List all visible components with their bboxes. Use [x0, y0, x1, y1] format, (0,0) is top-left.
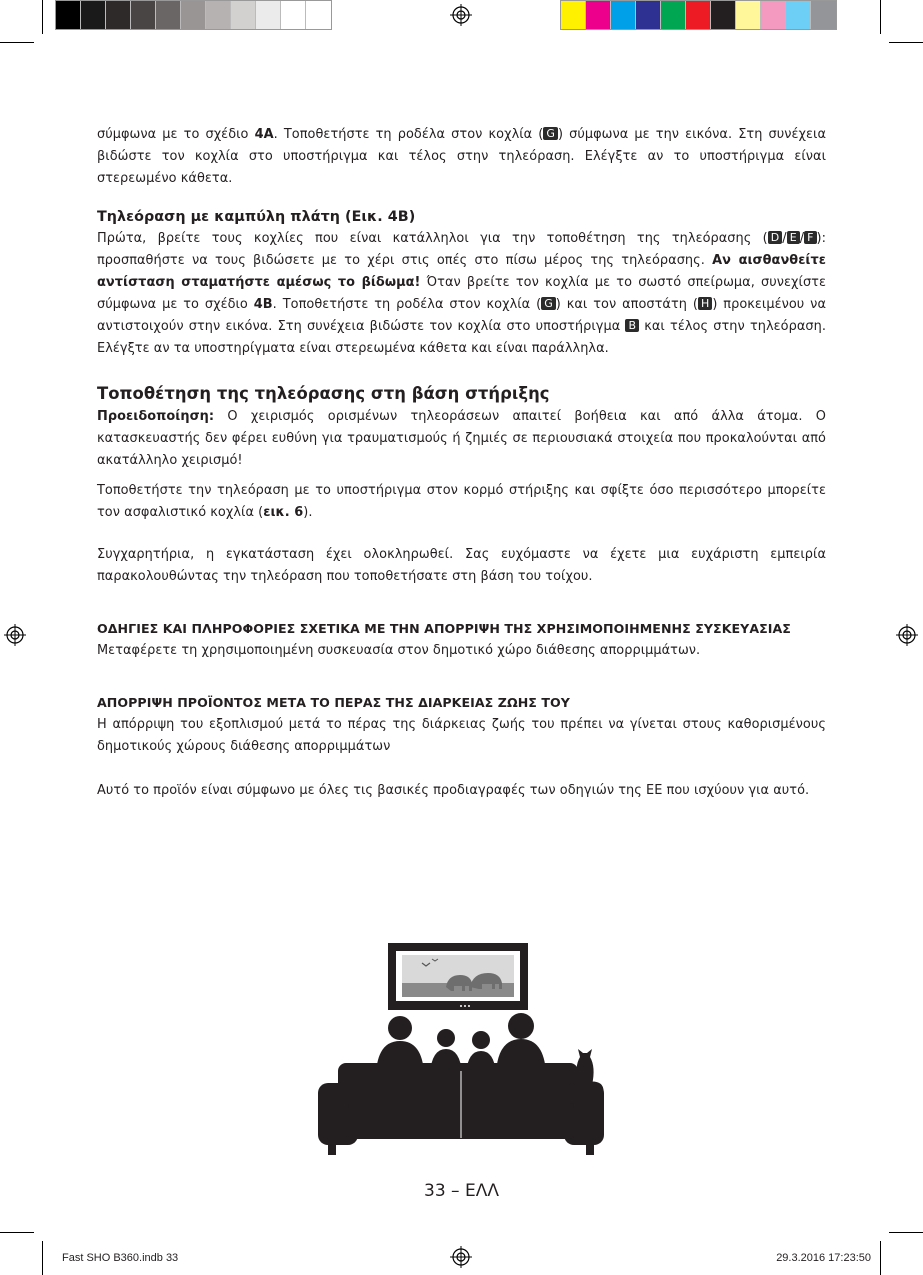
warning-paragraph — [97, 406, 826, 472]
section-heading: ΟΔΗΓΙΕΣ ΚΑΙ ΠΛΗΡΟΦΟΡΙΕΣ ΣΧΕΤΙΚΑ ΜΕ ΤΗΝ ΑΠΟΡΡΙΨΗ ΤΗΣ ΧΡΗΣΙΜΟΠΟΙΗΜΕΝΗΣ ΣΥΣΚΕΥΑΣΙΑΣ — [97, 621, 791, 636]
page-number: 33 – ΕΛΛ — [424, 1181, 499, 1201]
figure-ref: 4A — [254, 127, 274, 142]
color-swatch — [281, 1, 306, 29]
text-run: . Τοποθετήστε τη ροδέλα στον κοχλία ( — [272, 297, 542, 312]
part-label-badge: D — [768, 231, 783, 244]
section-heading: Τηλεόραση με καμπύλη πλάτη (Εικ. 4B) — [97, 209, 416, 225]
color-swatch — [106, 1, 131, 29]
footer-datetime: 29.3.2016 17:23:50 — [776, 1252, 871, 1264]
crop-mark — [0, 1232, 34, 1233]
disposal-paragraph: Η απόρριψη του εξοπλισμού μετά το πέρας της διάρκειας ζωής του πρέπει να γίνεται στους καθορισμένους δημοτικούς χώρους διάθεσης απορριμμάτων — [97, 717, 826, 754]
color-swatch — [56, 1, 81, 29]
text-run: / — [799, 231, 805, 246]
text-run: Όταν βρείτε τον κοχλία με το σωστό σπείρωμα, συνεχίστε σύμφωνα με το σχέδιο — [97, 275, 826, 312]
text-run: ) και τον αποστάτη ( — [555, 297, 698, 312]
color-swatch — [736, 1, 761, 29]
color-swatch — [306, 1, 331, 29]
footer-filename: Fast SHO B360.indb 33 — [62, 1252, 179, 1264]
warning-text: Αν αισθανθείτε αντίσταση σταματήστε αμέσως το βίδωμα! — [97, 253, 826, 290]
crop-mark — [880, 1241, 881, 1275]
part-label-badge: G — [541, 297, 556, 310]
crop-mark — [42, 1241, 43, 1275]
color-swatch — [231, 1, 256, 29]
crop-mark — [889, 42, 923, 43]
part-label-badge: E — [787, 231, 800, 244]
crop-mark — [880, 0, 881, 34]
figure-ref: 4B — [253, 297, 273, 312]
crop-mark — [0, 42, 34, 43]
color-swatch — [181, 1, 206, 29]
text-run: και τέλος στην τηλεόραση. Ελέγξτε αν τα υποστηρίγματα είναι στερεωμένα κάθετα και είναι παράλληλα. — [97, 319, 826, 356]
crop-mark — [42, 0, 43, 34]
document-body — [97, 124, 826, 802]
text-run: ) σύμφωνα με την εικόνα. Στη συνέχεια βιδώστε τον κοχλία στο υποστήριγμα και τέλος στην τηλεόραση. Ελέγξτε αν το υποστήριγμα είναι στερεωμένο κάθετα. — [97, 127, 826, 186]
section-heading: Τοποθέτηση της τηλεόρασης στη βάση στήριξης — [97, 384, 550, 403]
text-run: Πρώτα, βρείτε τους κοχλίες που είναι κατάλληλοι για την τοποθέτηση της τηλεόρασης ( — [97, 231, 768, 246]
packaging-paragraph: Μεταφέρετε τη χρησιμοποιημένη συσκευασία στον δημοτικό χώρο διάθεσης απορριμμάτων. — [97, 643, 701, 658]
text-run: ). — [303, 505, 313, 520]
curved-tv-paragraph — [97, 228, 826, 360]
text-run: / — [782, 231, 787, 246]
part-label-badge: B — [625, 319, 639, 332]
color-swatch — [561, 1, 586, 29]
text-run: Τοποθετήστε την τηλεόραση με το υποστήριγμα στον κορμό στήριξης και σφίξτε όσο περισσότερο μπορείτε τον ασφαλιστικό κοχλία ( — [97, 483, 826, 520]
congrats-paragraph: Συγχαρητήρια, η εγκατάσταση έχει ολοκληρωθεί. Σας ευχόμαστε να έχετε μια ευχάριστη εμπειρία παρακολουθώντας την τηλεόραση που τοποθετήσατε στη βάση του τοίχου. — [97, 547, 826, 584]
registration-mark-icon — [450, 4, 472, 26]
color-swatch — [256, 1, 281, 29]
color-swatch — [811, 1, 836, 29]
text-run: σύμφωνα με το σχέδιο — [97, 127, 255, 142]
registration-mark-icon — [896, 624, 918, 646]
color-swatch — [686, 1, 711, 29]
part-label-badge: G — [543, 127, 558, 140]
part-label-badge: H — [698, 297, 712, 310]
registration-mark-icon — [4, 624, 26, 646]
color-swatch — [636, 1, 661, 29]
color-swatch — [786, 1, 811, 29]
color-swatch — [761, 1, 786, 29]
color-swatch — [206, 1, 231, 29]
crop-mark — [889, 1232, 923, 1233]
color-swatch — [131, 1, 156, 29]
stand-paragraph — [97, 480, 826, 524]
color-swatch — [711, 1, 736, 29]
mounting-paragraph — [97, 124, 826, 190]
color-swatch — [81, 1, 106, 29]
text-run: Ο χειρισμός ορισμένων τηλεοράσεων απαιτεί βοήθεια και από άλλα άτομα. Ο κατασκευαστής δεν φέρει ευθύνη για τραυματισμούς ή ζημιές σε περιουσιακά στοιχεία που προκαλούνται από ακατάλληλο χειρισμό! — [97, 409, 826, 468]
text-run: ) προκειμένου να αντιστοιχούν στην εικόνα. Στη συνέχεια βιδώστε τον κοχλία στο υποστήριγμα — [97, 297, 826, 334]
registration-mark-icon — [450, 1246, 472, 1268]
grayscale-color-bar — [55, 0, 332, 30]
warning-label: Προειδοποίηση: — [97, 409, 215, 424]
section-heading: ΑΠΟΡΡΙΨΗ ΠΡΟΪΟΝΤΟΣ ΜΕΤΑ ΤΟ ΠΕΡΑΣ ΤΗΣ ΔΙΑΡΚΕΙΑΣ ΖΩΗΣ ΤΟΥ — [97, 695, 570, 710]
color-swatch — [156, 1, 181, 29]
color-swatch — [661, 1, 686, 29]
part-label-badge: F — [804, 231, 816, 244]
process-color-bar — [560, 0, 837, 30]
color-swatch — [611, 1, 636, 29]
text-run: ): προσπαθήστε να τους βιδώσετε με το χέρι στις οπές στο πίσω μέρος της τηλεόρασης. — [97, 231, 826, 268]
color-swatch — [586, 1, 611, 29]
figure-ref: εικ. 6 — [263, 505, 304, 520]
compliance-paragraph: Αυτό το προϊόν είναι σύμφωνο με όλες τις βασικές προδιαγραφές των οδηγιών της ΕΕ που ισχύουν για αυτό. — [97, 783, 810, 798]
text-run: . Τοποθετήστε τη ροδέλα στον κοχλία ( — [273, 127, 544, 142]
family-watching-tv-illustration — [318, 943, 605, 1155]
